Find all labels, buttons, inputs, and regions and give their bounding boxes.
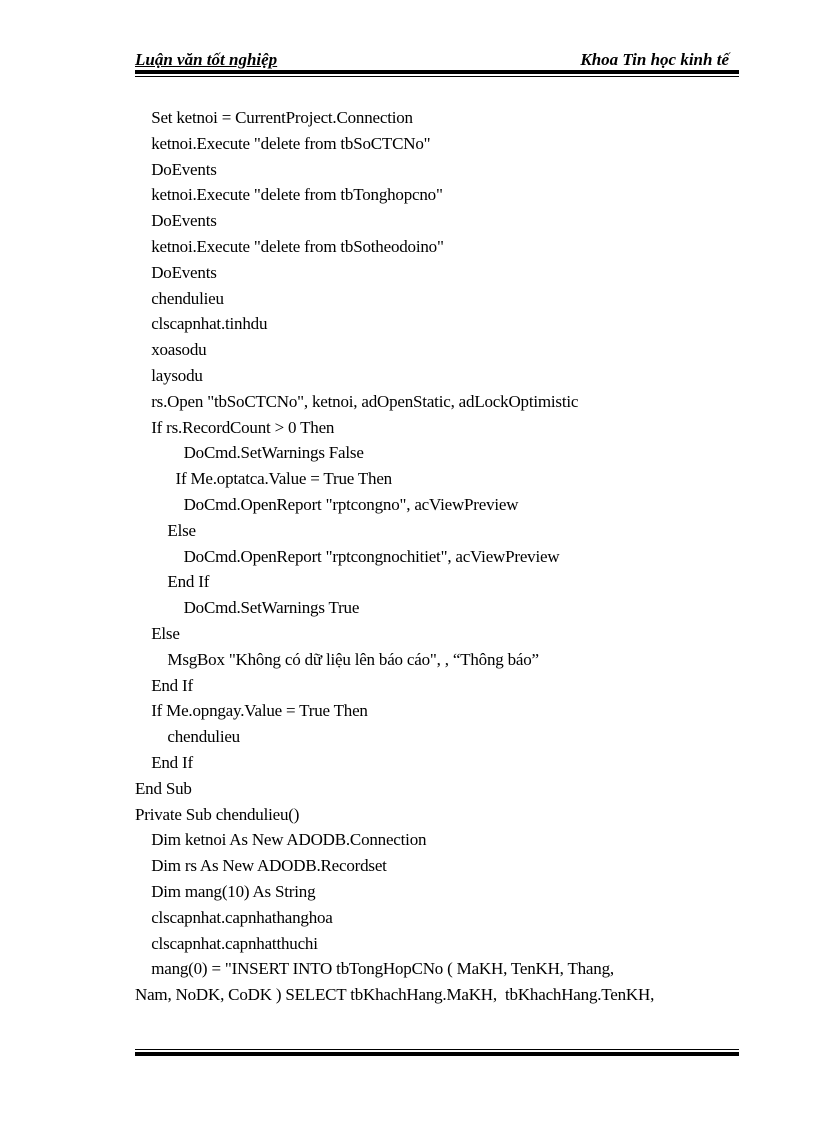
code-listing — [135, 105, 739, 1008]
code-line: If rs.RecordCount > 0 Then — [135, 417, 335, 437]
code-line: clscapnhat.capnhathanghoa — [135, 907, 333, 927]
header-rule-thin — [135, 76, 739, 77]
code-line: If Me.optatca.Value = True Then — [135, 469, 392, 489]
code-line: MsgBox "Không có dữ liệu lên báo cáo", , “Thông báo” — [135, 649, 539, 669]
code-line: Else — [135, 623, 180, 643]
header-rule-thick — [135, 70, 739, 74]
code-line: xoasodu — [135, 340, 207, 360]
code-line: End If — [135, 752, 193, 772]
code-line: Dim ketnoi As New ADODB.Connection — [135, 830, 427, 850]
code-line: DoCmd.OpenReport "rptcongnochitiet", acViewPreview — [135, 546, 560, 566]
code-line: Nam, NoDK, CoDK ) SELECT tbKhachHang.MaKH, tbKhachHang.TenKH, — [135, 985, 655, 1005]
code-line: ketnoi.Execute "delete from tbSoCTCNo" — [135, 133, 431, 153]
code-line: Dim rs As New ADODB.Recordset — [135, 856, 387, 876]
code-line: Set ketnoi = CurrentProject.Connection — [135, 108, 413, 127]
header-right-title: Khoa Tin học kinh tế — [580, 50, 729, 69]
code-line: DoEvents — [135, 211, 217, 231]
footer-rule-thick — [135, 1052, 739, 1056]
code-line: chendulieu — [135, 288, 224, 308]
code-line: DoCmd.SetWarnings True — [135, 598, 360, 618]
code-line: clscapnhat.capnhatthuchi — [135, 933, 318, 953]
page-header — [135, 50, 739, 70]
code-line: Private Sub chendulieu() — [135, 804, 300, 824]
code-line: ketnoi.Execute "delete from tbSotheodoino" — [135, 236, 444, 256]
code-line: Dim mang(10) As String — [135, 881, 316, 901]
code-line: laysodu — [135, 365, 203, 385]
code-line: DoEvents — [135, 159, 217, 179]
code-line: DoEvents — [135, 262, 217, 282]
code-line: End If — [135, 572, 210, 592]
header-left-title: Luận văn tốt nghiệp — [135, 50, 278, 69]
code-line: End If — [135, 675, 193, 695]
code-line: Else — [135, 520, 196, 540]
code-line: DoCmd.SetWarnings False — [135, 443, 364, 463]
code-line: clscapnhat.tinhdu — [135, 314, 268, 334]
code-line: chendulieu — [135, 727, 240, 747]
code-line: mang(0) = "INSERT INTO tbTongHopCNo ( MaKH, TenKH, Thang, — [135, 959, 614, 979]
code-line: rs.Open "tbSoCTCNo", ketnoi, adOpenStatic, adLockOptimistic — [135, 391, 579, 411]
code-line: DoCmd.OpenReport "rptcongno", acViewPreview — [135, 494, 519, 514]
code-line: ketnoi.Execute "delete from tbTonghopcno" — [135, 185, 443, 205]
footer-rule-thin — [135, 1049, 739, 1050]
code-line: End Sub — [135, 778, 192, 798]
code-line: If Me.opngay.Value = True Then — [135, 701, 368, 721]
